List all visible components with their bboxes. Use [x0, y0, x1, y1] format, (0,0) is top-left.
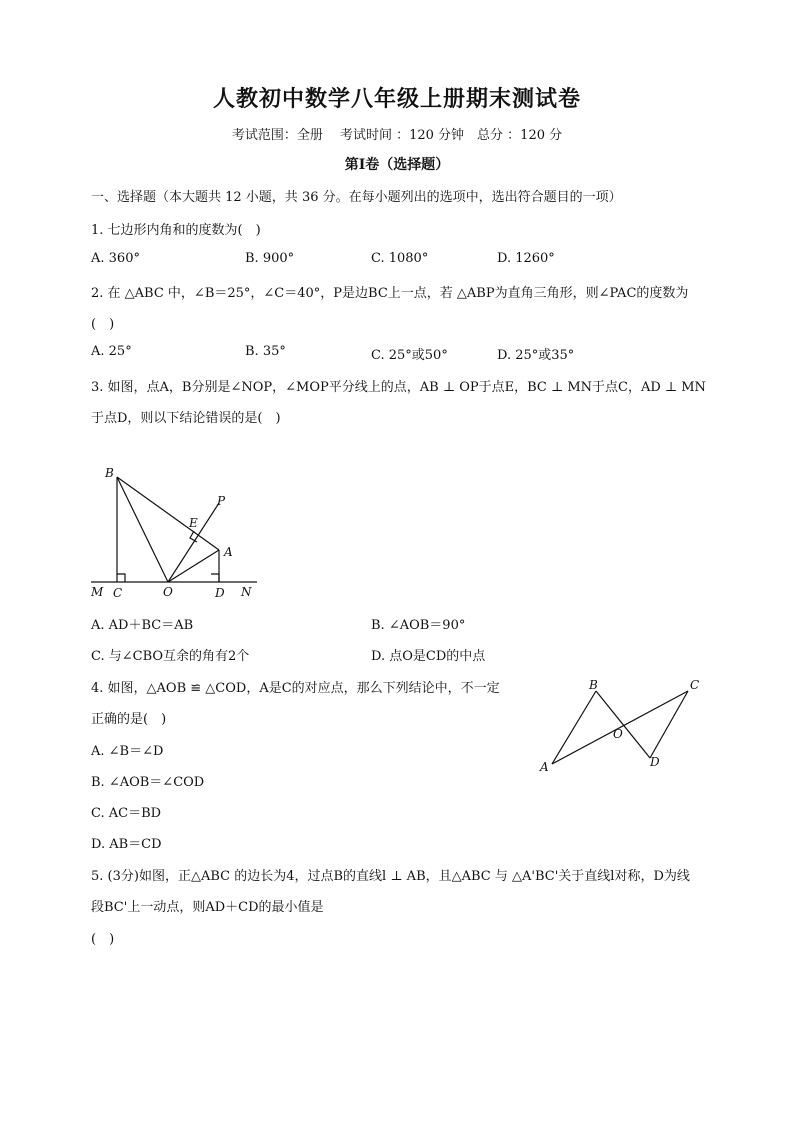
q3-label-b: B [105, 466, 114, 480]
q3-label-e: E [189, 516, 198, 530]
q4-label-a: A [540, 760, 549, 774]
q1-option-c: C. 1080° [371, 251, 429, 266]
q3-right-angle-c [117, 574, 125, 582]
q3-label-p: P [217, 494, 226, 508]
q4-label-d: D [650, 755, 660, 769]
q3-label-n: N [241, 585, 252, 599]
q3-label-a: A [224, 545, 233, 559]
q5-stem-line1: 5. (3分)如图，正△ABC 的边长为4，过点B的直线l ⊥ AB，且△ABC 与 △A'BC'关于直线l对称，D为线 [91, 869, 690, 884]
q3-segment-bo [117, 477, 168, 582]
q3-segment-ba [117, 477, 219, 550]
q4-option-d: D. AB＝CD [91, 837, 162, 852]
exam-title: 人教初中数学八年级上册期末测试卷 [212, 86, 581, 112]
q3-stem-line2: 于点D，则以下结论错误的是( ) [91, 411, 281, 426]
q4-segment-ab [552, 691, 596, 764]
q1-option-a: A. 360° [91, 251, 140, 266]
q3-ray-op [168, 503, 219, 582]
q3-right-angle-d [211, 574, 219, 582]
q2-option-d: D. 25°或35° [497, 348, 575, 363]
section-heading: 一、选择题（本大题共 12 小题，共 36 分。在每小题列出的选项中，选出符合题目的一项） [91, 190, 622, 205]
q4-segment-bd [596, 691, 650, 758]
q4-option-a: A. ∠B＝∠D [91, 744, 164, 759]
q4-stem-line2: 正确的是( ) [91, 712, 167, 727]
q3-option-b: B. ∠AOB＝90° [371, 618, 466, 633]
q2-option-c: C. 25°或50° [371, 348, 448, 363]
part-heading: 第Ⅰ卷（选择题） [344, 157, 450, 173]
q5-stem-line3: ( ) [91, 932, 115, 947]
q3-label-d: D [215, 586, 225, 600]
q1-option-b: B. 900° [245, 251, 295, 266]
q1-option-d: D. 1260° [497, 251, 555, 266]
q4-label-b: B [589, 678, 598, 692]
q3-option-a: A. AD＋BC＝AB [91, 618, 194, 633]
q3-label-o: O [163, 585, 173, 599]
q2-option-b: B. 35° [245, 344, 286, 359]
q4-figure [532, 672, 712, 782]
q4-label-o: O [613, 727, 623, 741]
q2-stem-line2: ( ) [91, 317, 115, 332]
exam-info: 考试范围：全册 考试时间 ：120 分钟 总分 ：120 分 [231, 128, 563, 143]
q4-label-c: C [690, 678, 700, 692]
q3-stem-line1: 3. 如图，点A，B分别是∠NOP，∠MOP平分线上的点，AB ⊥ OP于点E，BC ⊥ MN于点C，AD ⊥ MN [91, 380, 706, 395]
q5-stem-line2: 段BC'上一动点，则AD＋CD的最小值是 [91, 900, 324, 915]
q4-option-c: C. AC＝BD [91, 806, 162, 821]
q2-option-a: A. 25° [91, 344, 132, 359]
q3-figure [85, 455, 275, 605]
q3-segment-oa [168, 550, 219, 582]
q3-label-c: C [113, 586, 123, 600]
q4-stem-line1: 4. 如图，△AOB ≌ △COD，A是C的对应点，那么下列结论中，不一定 [91, 681, 500, 696]
q4-option-b: B. ∠AOB＝∠COD [91, 775, 205, 790]
q2-stem-line1: 2. 在 △ABC 中，∠B＝25°，∠C＝40°，P是边BC上一点，若 △ABP为直角三角形，则∠PAC的度数为 [91, 286, 689, 301]
q3-right-angle-e [190, 531, 197, 542]
q3-option-c: C. 与∠CBO互余的角有2个 [91, 649, 250, 664]
q1-stem: 1. 七边形内角和的度数为( ) [91, 223, 261, 238]
q3-option-d: D. 点O是CD的中点 [371, 649, 486, 664]
q3-label-m: M [91, 585, 104, 599]
